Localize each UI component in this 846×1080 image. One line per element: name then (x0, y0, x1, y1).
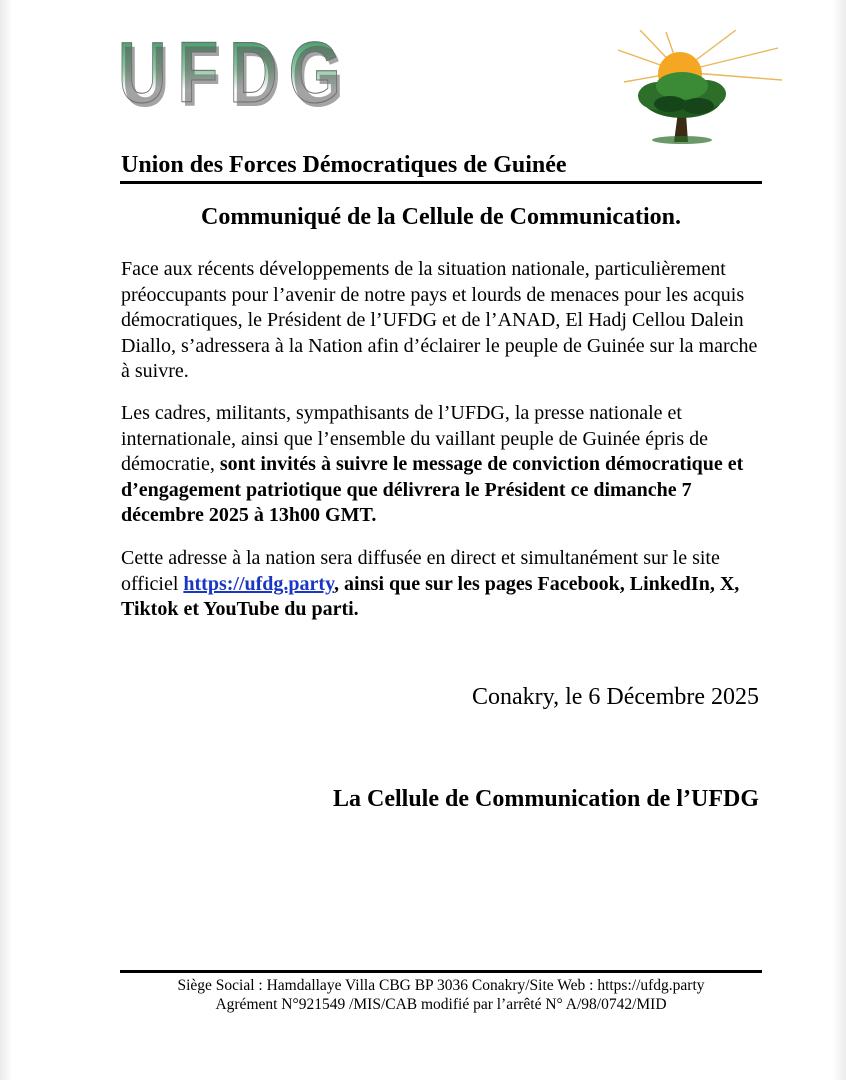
signature: La Cellule de Communication de l’UFDG (333, 786, 759, 812)
paragraph-2 (121, 401, 766, 529)
tree (638, 72, 726, 144)
paragraph-1: Face aux récents développements de la situation nationale, particulièrement préoccupants pour l’avenir de notre pays et lourds de menaces pour les acquis démocratiques, le Président de l’UFDG et de l’ANAD, El Hadj Cellou Dalein Diallo, s’adressera à la Nation afin d’éclairer le peuple de Guinée sur la marche à suivre. (121, 258, 758, 382)
header-rule (120, 181, 762, 184)
ufdg-logo-text: UFDG (118, 25, 352, 121)
footer-line-1: Siège Social : Hamdallaye Villa CBG BP 3036 Conakry/Site Web : https://ufdg.party (177, 977, 705, 994)
paragraph-2-text: Les cadres, militants, sympathisants de l’UFDG, la presse nationale et internationale, ainsi que l’ensemble du vaillant peuple de Guinée épris de démocratie, (121, 402, 709, 475)
tree-sun-logo (618, 30, 783, 145)
footer-line-2: Agrément N°921549 /MIS/CAB modifié par l’arrêté N° A/98/0742/MID (215, 996, 667, 1013)
footer (120, 976, 762, 1014)
footer-rule (120, 970, 762, 973)
paragraph-3 (121, 546, 766, 623)
place-date: Conakry, le 6 Décembre 2025 (471, 684, 759, 710)
page-edge-right (832, 0, 846, 1080)
website-link[interactable]: https://ufdg.party (183, 572, 334, 595)
communique-title: Communiqué de la Cellule de Communication. (200, 204, 682, 230)
paragraph-3-bold: , ainsi que sur les pages Facebook, LinkedIn, X, Tiktok et YouTube du parti. (121, 572, 740, 620)
page-edge-left (0, 0, 12, 1080)
org-name: Union des Forces Démocratiques de Guinée (121, 152, 567, 178)
paragraph-3-text: Cette adresse à la nation sera diffusée en direct et simultanément sur le site officiel (121, 547, 720, 595)
paragraph-2-bold: sont invités à suivre le message de conviction démocratique et d’engagement patriotique que délivrera le Président ce dimanche 7 décembre 2025 à 13h00 GMT. (121, 453, 744, 526)
